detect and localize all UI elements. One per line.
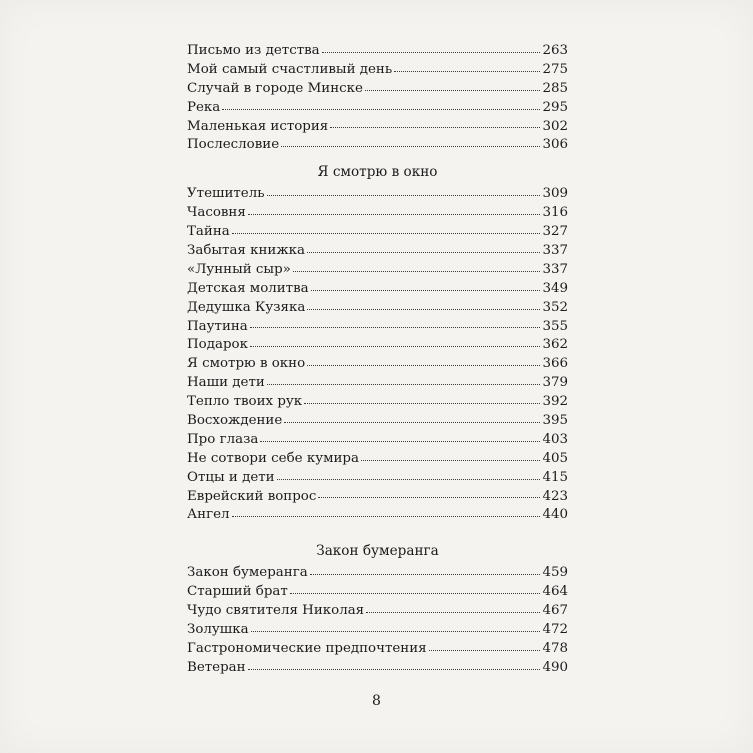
dot-leader <box>361 460 540 461</box>
toc-entry <box>187 393 568 412</box>
dot-leader <box>429 650 541 651</box>
toc-entry <box>187 355 568 374</box>
entry-page: 327 <box>542 224 568 240</box>
entry-title: Еврейский вопрос <box>187 488 317 504</box>
entry-title: Не сотвори себе кумира <box>187 450 359 466</box>
dot-leader <box>248 669 541 670</box>
entry-title: Отцы и дети <box>187 469 275 485</box>
dot-leader <box>267 384 541 385</box>
entry-title: Письмо из детства <box>187 43 320 58</box>
entry-page: 472 <box>542 622 568 638</box>
dot-leader <box>290 593 541 594</box>
entry-page: 349 <box>542 280 568 296</box>
dot-leader <box>281 146 540 147</box>
entry-page: 366 <box>542 356 568 372</box>
toc-entry <box>187 185 568 204</box>
toc-entry <box>187 564 568 583</box>
entry-page: 423 <box>542 488 568 504</box>
entry-title: «Лунный сыр» <box>187 261 291 277</box>
dot-leader <box>307 252 540 253</box>
dot-leader <box>318 497 540 498</box>
entry-title: Про глаза <box>187 431 259 447</box>
dot-leader <box>366 612 540 613</box>
entry-page: 403 <box>542 431 568 447</box>
entry-title: Я смотрю в окно <box>187 356 306 372</box>
dot-leader <box>293 271 541 272</box>
toc-entry <box>187 80 568 99</box>
entry-page: 263 <box>542 43 568 58</box>
dot-leader <box>394 71 540 72</box>
entry-page: 379 <box>542 375 568 391</box>
toc-entry <box>187 640 568 659</box>
entry-title: Старший брат <box>187 584 288 600</box>
entry-page: 490 <box>542 659 568 675</box>
entry-page: 275 <box>542 61 568 77</box>
entry-title: Подарок <box>187 337 248 353</box>
toc-entry <box>187 136 568 155</box>
entry-page: 464 <box>542 584 568 600</box>
entry-title: Закон бумеранга <box>187 565 308 581</box>
entry-title: Послесловие <box>187 137 280 153</box>
entry-title: Дедушка Кузяка <box>187 299 306 315</box>
section-heading: Я смотрю в окно <box>317 164 438 181</box>
entry-page: 355 <box>542 318 568 334</box>
entry-title: Детская молитва <box>187 280 309 296</box>
entry-page: 352 <box>542 299 568 315</box>
toc-entry <box>187 61 568 80</box>
entry-page: 285 <box>542 80 568 96</box>
toc-entry <box>187 223 568 242</box>
entry-title: Восхождение <box>187 413 283 429</box>
entry-title: Тайна <box>187 224 230 240</box>
toc-entry <box>187 431 568 450</box>
dot-leader <box>322 52 541 53</box>
toc-entry <box>187 412 568 431</box>
entry-page: 302 <box>542 118 568 134</box>
entry-page: 459 <box>542 565 568 581</box>
toc-entry <box>187 602 568 621</box>
entry-title: Гастрономические предпочтения <box>187 640 427 656</box>
spacer <box>187 525 568 538</box>
toc-entry <box>187 336 568 355</box>
dot-leader <box>222 109 540 110</box>
toc-entry <box>187 204 568 223</box>
dot-leader <box>250 346 540 347</box>
entry-title: Ветеран <box>187 659 246 675</box>
dot-leader <box>365 90 541 91</box>
dot-leader <box>248 214 541 215</box>
entry-page: 337 <box>542 243 568 259</box>
dot-leader <box>307 365 540 366</box>
toc-entry <box>187 242 568 261</box>
entry-page: 362 <box>542 337 568 353</box>
dot-leader <box>307 309 540 310</box>
entry-title: Случай в городе Минске <box>187 80 363 96</box>
dot-leader <box>260 441 540 442</box>
entry-page: 415 <box>542 469 568 485</box>
toc-entry <box>187 299 568 318</box>
entry-title: Маленькая история <box>187 118 329 134</box>
toc-entry <box>187 469 568 488</box>
toc-entry <box>187 583 568 602</box>
dot-leader <box>232 233 541 234</box>
toc-entry <box>187 450 568 469</box>
dot-leader <box>251 631 541 632</box>
entry-page: 478 <box>542 640 568 656</box>
dot-leader <box>277 479 541 480</box>
page-number: 8 <box>372 693 381 709</box>
entry-page: 405 <box>542 450 568 466</box>
toc-entry <box>187 488 568 507</box>
dot-leader <box>330 127 540 128</box>
entry-page: 395 <box>542 413 568 429</box>
entry-title: Утешитель <box>187 186 265 202</box>
entry-title: Ангел <box>187 507 230 523</box>
entry-title: Забытая книжка <box>187 243 306 259</box>
toc-entry <box>187 621 568 640</box>
entry-page: 467 <box>542 603 568 619</box>
dot-leader <box>304 403 540 404</box>
dot-leader <box>311 290 541 291</box>
entry-title: Тепло твоих рук <box>187 394 303 410</box>
section-heading: Закон бумеранга <box>316 543 439 560</box>
dot-leader <box>250 327 541 328</box>
dot-leader <box>267 195 541 196</box>
toc-entry <box>187 118 568 137</box>
toc-entry <box>187 374 568 393</box>
toc-entry <box>187 261 568 280</box>
entry-page: 306 <box>542 137 568 153</box>
table-of-contents <box>187 42 568 678</box>
entry-title: Часовня <box>187 205 246 221</box>
entry-page: 316 <box>542 205 568 221</box>
toc-entry <box>187 99 568 118</box>
entry-page: 392 <box>542 394 568 410</box>
toc-entry <box>187 280 568 299</box>
entry-title: Паутина <box>187 318 248 334</box>
dot-leader <box>310 574 541 575</box>
entry-title: Наши дети <box>187 375 265 391</box>
entry-page: 440 <box>542 507 568 523</box>
toc-entry <box>187 659 568 678</box>
toc-entry <box>187 506 568 525</box>
entry-page: 295 <box>542 99 568 115</box>
toc-entry <box>187 42 568 61</box>
entry-page: 309 <box>542 186 568 202</box>
entry-title: Чудо святителя Николая <box>187 603 365 619</box>
entry-page: 337 <box>542 261 568 277</box>
entry-title: Мой самый счастливый день <box>187 61 393 77</box>
entry-title: Река <box>187 99 221 115</box>
toc-entry <box>187 318 568 337</box>
dot-leader <box>284 422 540 423</box>
dot-leader <box>232 516 541 517</box>
entry-title: Золушка <box>187 622 249 638</box>
